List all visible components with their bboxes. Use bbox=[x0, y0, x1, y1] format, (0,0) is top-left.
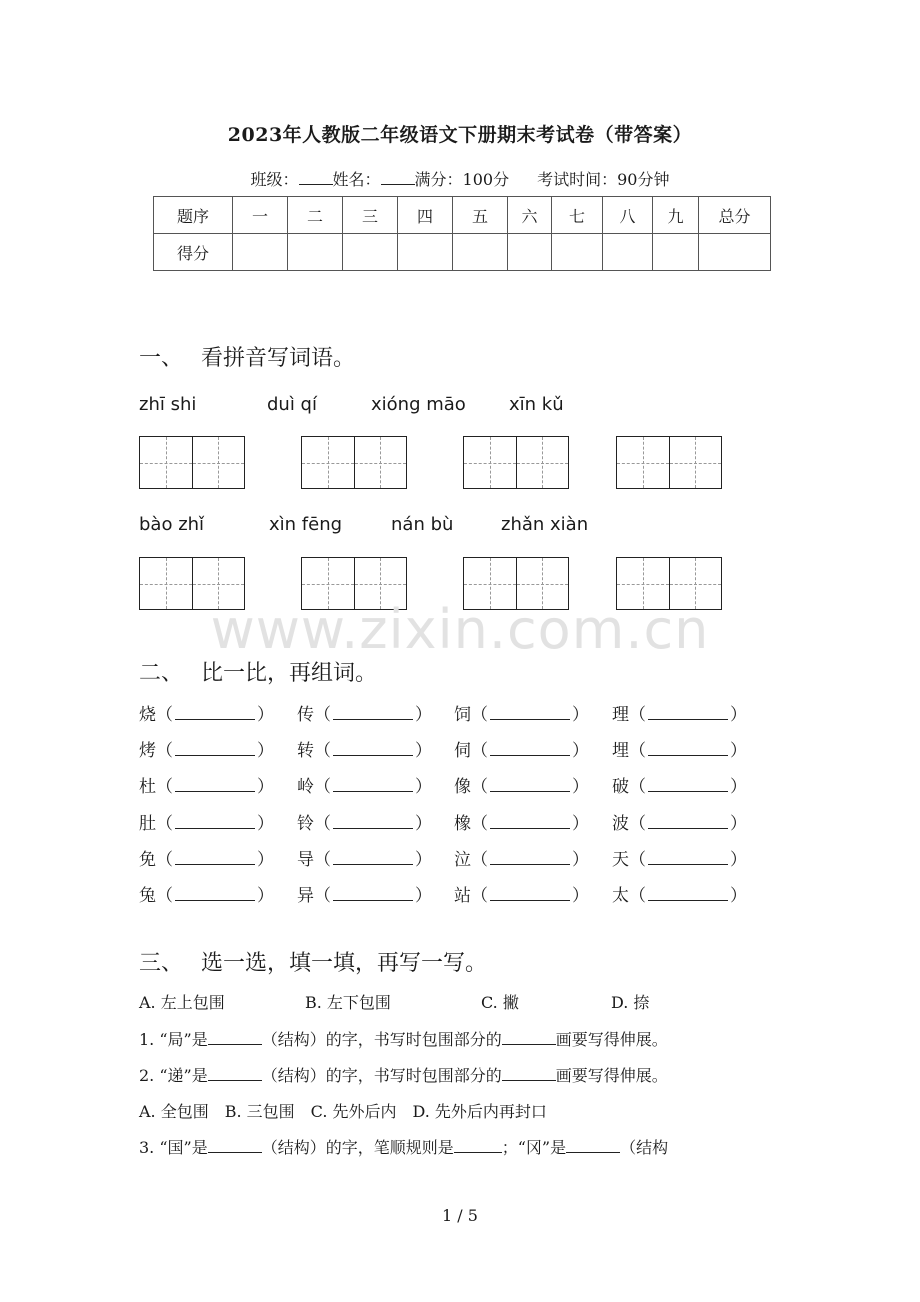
answer-blank[interactable] bbox=[208, 1066, 262, 1081]
left-paren: （ bbox=[314, 886, 331, 906]
left-paren: （ bbox=[629, 705, 646, 725]
writing-grid[interactable] bbox=[616, 436, 722, 489]
left-paren: （ bbox=[156, 741, 173, 761]
compare-item bbox=[297, 772, 432, 797]
compare-char: 像 bbox=[454, 777, 471, 797]
left-paren: （ bbox=[314, 814, 331, 834]
compare-char: 橡 bbox=[454, 814, 471, 834]
pinyin: zhǎn xiàn bbox=[501, 514, 589, 535]
pinyin: xīn kǔ bbox=[509, 394, 564, 415]
right-paren: ） bbox=[257, 741, 274, 761]
question-3 bbox=[139, 1135, 668, 1158]
right-paren: ） bbox=[572, 741, 589, 761]
word-blank[interactable] bbox=[333, 705, 413, 720]
right-paren: ） bbox=[730, 886, 747, 906]
right-paren: ） bbox=[257, 886, 274, 906]
word-blank[interactable] bbox=[490, 705, 570, 720]
question-2 bbox=[139, 1063, 668, 1086]
score-cell bbox=[508, 234, 552, 271]
option: B. 左下包围 bbox=[305, 993, 391, 1012]
section2-title: 比一比，再组词。 bbox=[201, 661, 378, 686]
left-paren: （ bbox=[314, 777, 331, 797]
score-cell bbox=[453, 234, 508, 271]
score-cell bbox=[653, 234, 699, 271]
left-paren: （ bbox=[471, 850, 488, 870]
word-blank[interactable] bbox=[333, 777, 413, 792]
word-blank[interactable] bbox=[490, 850, 570, 865]
right-paren: ） bbox=[572, 850, 589, 870]
full-score: 满分：100分 bbox=[414, 170, 510, 189]
question-text: 画要写得伸展。 bbox=[555, 1030, 668, 1049]
word-blank[interactable] bbox=[648, 741, 728, 756]
compare-item bbox=[454, 772, 589, 797]
answer-blank[interactable] bbox=[208, 1138, 262, 1153]
word-blank[interactable] bbox=[648, 777, 728, 792]
pinyin: bào zhǐ bbox=[139, 514, 205, 535]
left-paren: （ bbox=[156, 777, 173, 797]
left-paren: （ bbox=[629, 850, 646, 870]
header-cell: 九 bbox=[653, 197, 699, 234]
word-blank[interactable] bbox=[175, 814, 255, 829]
name-label: 姓名： bbox=[332, 170, 381, 189]
compare-item bbox=[454, 809, 589, 834]
answer-blank[interactable] bbox=[208, 1030, 262, 1045]
section1-title: 看拼音写词语。 bbox=[201, 346, 356, 371]
compare-item bbox=[297, 845, 432, 870]
word-blank[interactable] bbox=[175, 886, 255, 901]
class-blank bbox=[299, 170, 333, 185]
page-number: 1 / 5 bbox=[442, 1206, 478, 1225]
word-blank[interactable] bbox=[490, 777, 570, 792]
left-paren: （ bbox=[471, 741, 488, 761]
options-row-2: A. 全包围 B. 三包围 C. 先外后内 D. 先外后内再封口 bbox=[139, 1102, 547, 1121]
compare-char: 埋 bbox=[612, 741, 629, 761]
compare-item bbox=[139, 881, 274, 906]
pinyin: zhī shi bbox=[139, 394, 197, 415]
section3-title: 选一选，填一填，再写一写。 bbox=[201, 951, 488, 976]
header-cell: 七 bbox=[552, 197, 603, 234]
left-paren: （ bbox=[314, 741, 331, 761]
compare-char: 烧 bbox=[139, 705, 156, 725]
header-cell: 五 bbox=[453, 197, 508, 234]
left-paren: （ bbox=[471, 814, 488, 834]
answer-blank[interactable] bbox=[502, 1030, 556, 1045]
answer-blank[interactable] bbox=[502, 1066, 556, 1081]
word-blank[interactable] bbox=[175, 741, 255, 756]
question-text: （结构 bbox=[620, 1138, 669, 1157]
word-blank[interactable] bbox=[490, 741, 570, 756]
left-paren: （ bbox=[156, 886, 173, 906]
compare-item bbox=[297, 881, 432, 906]
compare-item bbox=[612, 700, 747, 725]
question-text: ；“冈”是 bbox=[501, 1138, 567, 1157]
compare-char: 免 bbox=[139, 850, 156, 870]
header-cell: 题序 bbox=[154, 197, 233, 234]
section2-number: 二、 bbox=[139, 661, 184, 686]
left-paren: （ bbox=[156, 814, 173, 834]
left-paren: （ bbox=[314, 850, 331, 870]
left-paren: （ bbox=[471, 705, 488, 725]
compare-char: 肚 bbox=[139, 814, 156, 834]
compare-item bbox=[612, 881, 747, 906]
right-paren: ） bbox=[257, 777, 274, 797]
header-cell: 三 bbox=[343, 197, 398, 234]
compare-item bbox=[297, 700, 432, 725]
header-cell: 二 bbox=[288, 197, 343, 234]
answer-blank[interactable] bbox=[454, 1138, 502, 1153]
left-paren: （ bbox=[629, 814, 646, 834]
compare-item bbox=[612, 845, 747, 870]
word-blank[interactable] bbox=[490, 814, 570, 829]
right-paren: ） bbox=[257, 705, 274, 725]
word-blank[interactable] bbox=[333, 814, 413, 829]
word-blank[interactable] bbox=[648, 705, 728, 720]
compare-item bbox=[297, 736, 432, 761]
compare-char: 破 bbox=[612, 777, 629, 797]
right-paren: ） bbox=[730, 741, 747, 761]
right-paren: ） bbox=[415, 777, 432, 797]
compare-char: 导 bbox=[297, 850, 314, 870]
score-cell bbox=[699, 234, 771, 271]
compare-char: 传 bbox=[297, 705, 314, 725]
word-blank[interactable] bbox=[648, 814, 728, 829]
score-table-score-row bbox=[154, 234, 771, 271]
name-blank bbox=[381, 170, 415, 185]
right-paren: ） bbox=[730, 850, 747, 870]
compare-char: 站 bbox=[454, 886, 471, 906]
compare-item bbox=[454, 736, 589, 761]
section2-heading bbox=[139, 656, 377, 687]
left-paren: （ bbox=[471, 777, 488, 797]
question-text: （结构）的字，书写时包围部分的 bbox=[261, 1030, 502, 1049]
word-blank[interactable] bbox=[333, 886, 413, 901]
option: A. 左上包围 bbox=[139, 993, 225, 1012]
right-paren: ） bbox=[572, 777, 589, 797]
score-cell bbox=[552, 234, 603, 271]
left-paren: （ bbox=[629, 886, 646, 906]
question-text: 画要写得伸展。 bbox=[555, 1066, 668, 1085]
writing-grid[interactable] bbox=[139, 436, 245, 489]
compare-char: 理 bbox=[612, 705, 629, 725]
score-cell bbox=[603, 234, 653, 271]
right-paren: ） bbox=[730, 777, 747, 797]
section1-heading bbox=[139, 341, 355, 372]
word-blank[interactable] bbox=[175, 777, 255, 792]
word-blank[interactable] bbox=[490, 886, 570, 901]
pinyin: xióng māo bbox=[371, 394, 466, 415]
compare-char: 波 bbox=[612, 814, 629, 834]
word-blank[interactable] bbox=[175, 705, 255, 720]
question-1 bbox=[139, 1027, 668, 1050]
compare-char: 太 bbox=[612, 886, 629, 906]
header-cell: 总分 bbox=[699, 197, 771, 234]
exam-time: 考试时间：90分钟 bbox=[537, 170, 670, 189]
word-blank[interactable] bbox=[648, 886, 728, 901]
right-paren: ） bbox=[572, 886, 589, 906]
right-paren: ） bbox=[415, 741, 432, 761]
exam-info bbox=[0, 167, 920, 190]
question-text: 3. “国”是 bbox=[139, 1138, 208, 1157]
class-label: 班级： bbox=[250, 170, 299, 189]
compare-char: 转 bbox=[297, 741, 314, 761]
compare-char: 异 bbox=[297, 886, 314, 906]
word-blank[interactable] bbox=[333, 741, 413, 756]
section3-heading bbox=[139, 946, 487, 977]
score-cell bbox=[398, 234, 453, 271]
compare-char: 兔 bbox=[139, 886, 156, 906]
word-blank[interactable] bbox=[333, 850, 413, 865]
score-cell bbox=[233, 234, 288, 271]
score-cell bbox=[343, 234, 398, 271]
right-paren: ） bbox=[572, 814, 589, 834]
right-paren: ） bbox=[257, 850, 274, 870]
right-paren: ） bbox=[415, 886, 432, 906]
header-cell: 六 bbox=[508, 197, 552, 234]
compare-char: 铃 bbox=[297, 814, 314, 834]
writing-grid[interactable] bbox=[301, 436, 407, 489]
compare-item bbox=[139, 736, 274, 761]
header-cell: 八 bbox=[603, 197, 653, 234]
question-text: （结构）的字，书写时包围部分的 bbox=[261, 1066, 502, 1085]
right-paren: ） bbox=[730, 814, 747, 834]
section3-number: 三、 bbox=[139, 951, 184, 976]
option: D. 捺 bbox=[611, 993, 650, 1012]
left-paren: （ bbox=[629, 777, 646, 797]
compare-item bbox=[139, 809, 274, 834]
compare-char: 杜 bbox=[139, 777, 156, 797]
compare-item bbox=[454, 881, 589, 906]
compare-item bbox=[454, 845, 589, 870]
compare-item bbox=[612, 809, 747, 834]
question-text: 1. “局”是 bbox=[139, 1030, 208, 1049]
compare-item bbox=[612, 772, 747, 797]
question-text: （结构）的字，笔顺规则是 bbox=[261, 1138, 454, 1157]
pinyin: nán bù bbox=[391, 514, 454, 535]
word-blank[interactable] bbox=[648, 850, 728, 865]
score-cell bbox=[288, 234, 343, 271]
compare-item bbox=[612, 736, 747, 761]
right-paren: ） bbox=[257, 814, 274, 834]
compare-item bbox=[139, 845, 274, 870]
score-row-label: 得分 bbox=[154, 234, 233, 271]
compare-char: 烤 bbox=[139, 741, 156, 761]
compare-char: 伺 bbox=[454, 741, 471, 761]
section1-number: 一、 bbox=[139, 346, 184, 371]
right-paren: ） bbox=[572, 705, 589, 725]
compare-char: 饲 bbox=[454, 705, 471, 725]
pinyin: xìn fēng bbox=[269, 514, 343, 535]
compare-char: 天 bbox=[612, 850, 629, 870]
right-paren: ） bbox=[415, 850, 432, 870]
left-paren: （ bbox=[471, 886, 488, 906]
option: C. 撇 bbox=[481, 993, 519, 1012]
header-cell: 一 bbox=[233, 197, 288, 234]
score-table bbox=[153, 196, 771, 271]
header-cell: 四 bbox=[398, 197, 453, 234]
compare-char: 岭 bbox=[297, 777, 314, 797]
question-text: 2. “递”是 bbox=[139, 1066, 208, 1085]
pinyin: duì qí bbox=[267, 394, 317, 415]
right-paren: ） bbox=[415, 705, 432, 725]
compare-char: 泣 bbox=[454, 850, 471, 870]
right-paren: ） bbox=[730, 705, 747, 725]
watermark: www.zixin.com.cn bbox=[210, 598, 710, 661]
left-paren: （ bbox=[314, 705, 331, 725]
left-paren: （ bbox=[156, 850, 173, 870]
word-blank[interactable] bbox=[175, 850, 255, 865]
right-paren: ） bbox=[415, 814, 432, 834]
score-table-header-row bbox=[154, 197, 771, 234]
compare-item bbox=[139, 772, 274, 797]
answer-blank[interactable] bbox=[566, 1138, 620, 1153]
left-paren: （ bbox=[156, 705, 173, 725]
exam-title: 2023年人教版二年级语文下册期末考试卷（带答案） bbox=[227, 124, 693, 146]
compare-item bbox=[139, 700, 274, 725]
writing-grid[interactable] bbox=[463, 436, 569, 489]
compare-item bbox=[454, 700, 589, 725]
compare-item bbox=[297, 809, 432, 834]
left-paren: （ bbox=[629, 741, 646, 761]
